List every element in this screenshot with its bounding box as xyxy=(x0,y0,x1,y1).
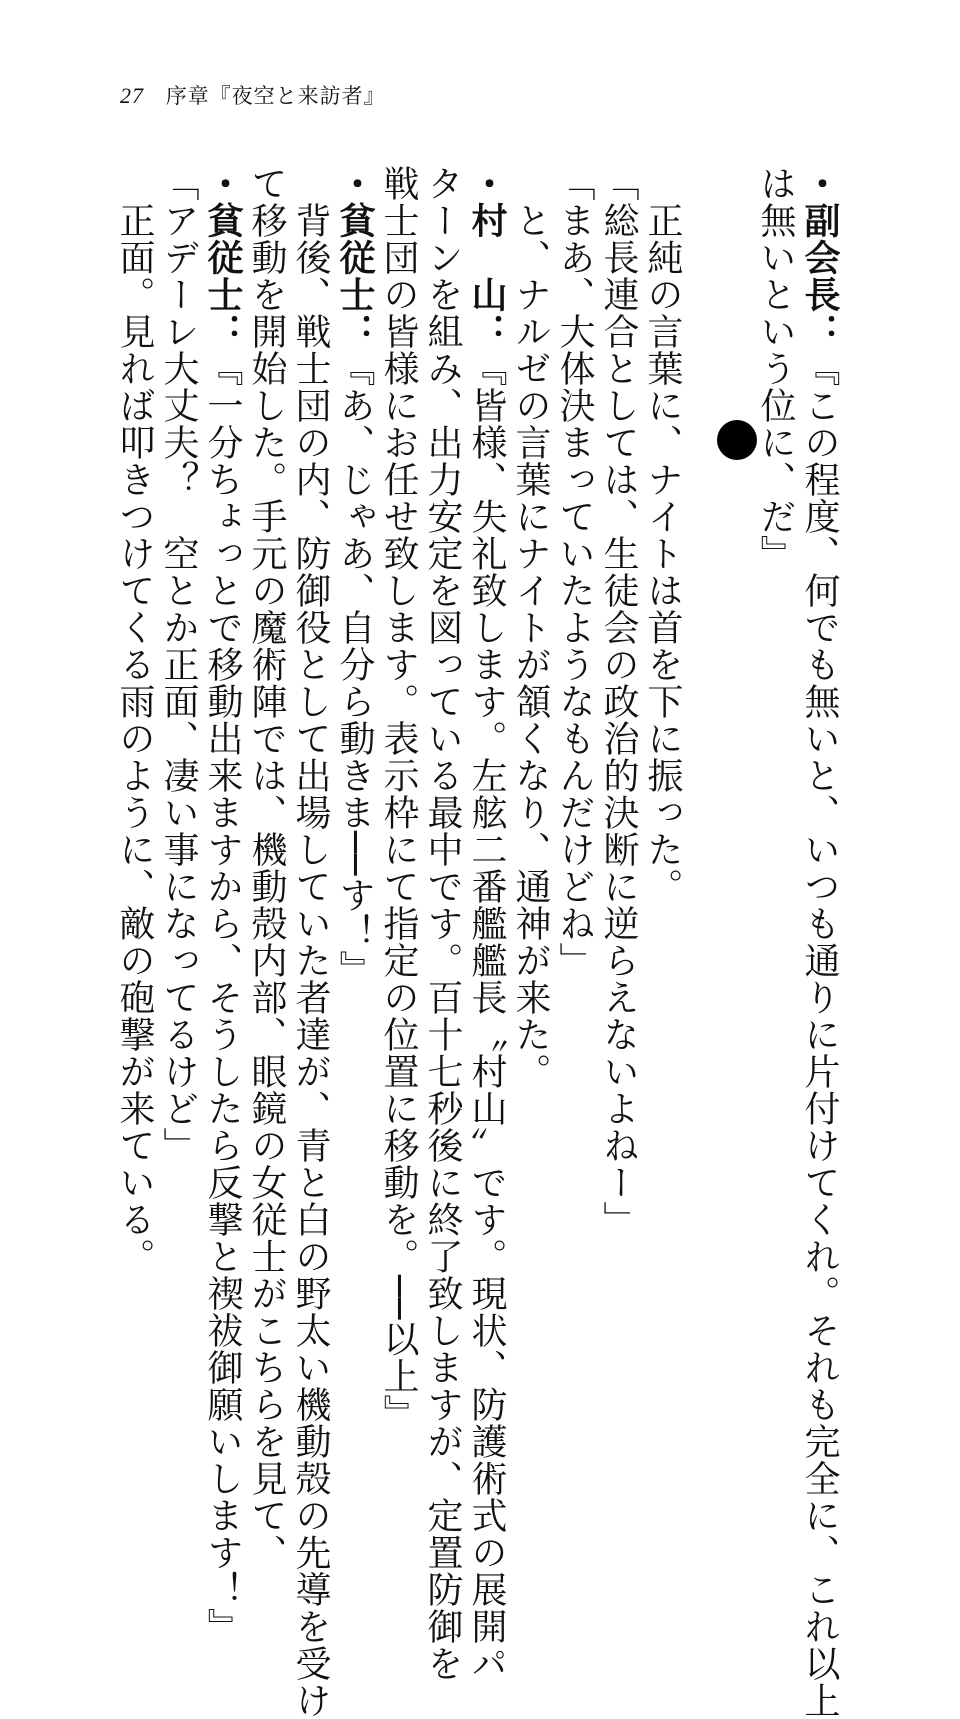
text-column-13 xyxy=(200,165,244,1645)
column-text: 『一分ちょっとで移動出来ますから、そうしたら反撃と禊祓御願いします！』 xyxy=(202,350,243,1645)
column-text: 戦士団の皆様にお任せ致します。表示枠にて指定の位置に移動を。──以上』 xyxy=(378,165,419,1432)
text-column-7 xyxy=(464,165,508,1682)
column-text: 背後、戦士団の内、防御役として出場していた者達が、青と白の野太い機動殻の先導を受け xyxy=(290,165,331,1719)
text-column-10 xyxy=(332,165,376,1345)
text-column-9 xyxy=(376,165,420,1432)
text-column-3 xyxy=(640,165,684,1345)
speaker-label: ・貧従士： xyxy=(334,165,375,350)
text-column-1 xyxy=(797,165,841,1719)
column-text: 正純の言葉に、ナイトは首を下に振った。 xyxy=(642,165,683,905)
speaker-label: ・村 山： xyxy=(466,165,507,350)
text-column-11 xyxy=(288,165,332,1719)
column-text: 「総長連合としては、生徒会の政治的決断に逆らえないよねー」 xyxy=(598,165,639,1238)
chapter-title: 序章『夜空と来訪者』 xyxy=(165,84,386,108)
column-text: 「アデーレ大丈夫？ 空とか正面、凄い事になってるけど」 xyxy=(158,165,199,1164)
text-column-8 xyxy=(420,165,464,1682)
text-column-2 xyxy=(753,165,797,1345)
text-column-15 xyxy=(112,165,156,1345)
page-number: 27 xyxy=(120,83,144,108)
column-text: は無いという位に、だ』 xyxy=(755,165,796,572)
running-header xyxy=(120,80,386,110)
column-text: と、ナルゼの言葉にナイトが頷くなり、通神が来た。 xyxy=(510,165,551,1090)
speaker-label: ・貧従士： xyxy=(202,165,243,350)
column-text: て移動を開始した。手元の魔術陣では、機動殻内部、眼鏡の女従士がこちらを見て、 xyxy=(246,165,287,1571)
text-column-5 xyxy=(552,165,596,1345)
column-text: ターンを組み、出力安定を図っている最中です。百十七秒後に終了致しますが、定置防御を xyxy=(422,165,463,1682)
text-column-14 xyxy=(156,165,200,1345)
column-text: 正面。見れば叩きつけてくる雨のように、敵の砲撃が来ている。 xyxy=(114,165,155,1275)
column-text: 『皆様、失礼致します。左舷二番艦艦長〝村山〟です。現状、防護術式の展開パ xyxy=(466,350,507,1682)
column-text: 「まあ、大体決まっていたようなもんだけどね」 xyxy=(554,165,595,979)
column-text: 『あ、じゃあ、自分ら動きま──す！』 xyxy=(334,350,375,988)
scene-break-dot xyxy=(717,420,757,460)
column-text: 『この程度、何でも無いと、いつも通りに片付けてくれ。それも完全に、これ以上 xyxy=(799,350,840,1719)
text-column-12 xyxy=(244,165,288,1571)
speaker-label: ・副会長： xyxy=(799,165,840,350)
text-column-4 xyxy=(596,165,640,1345)
text-column-6 xyxy=(508,165,552,1345)
